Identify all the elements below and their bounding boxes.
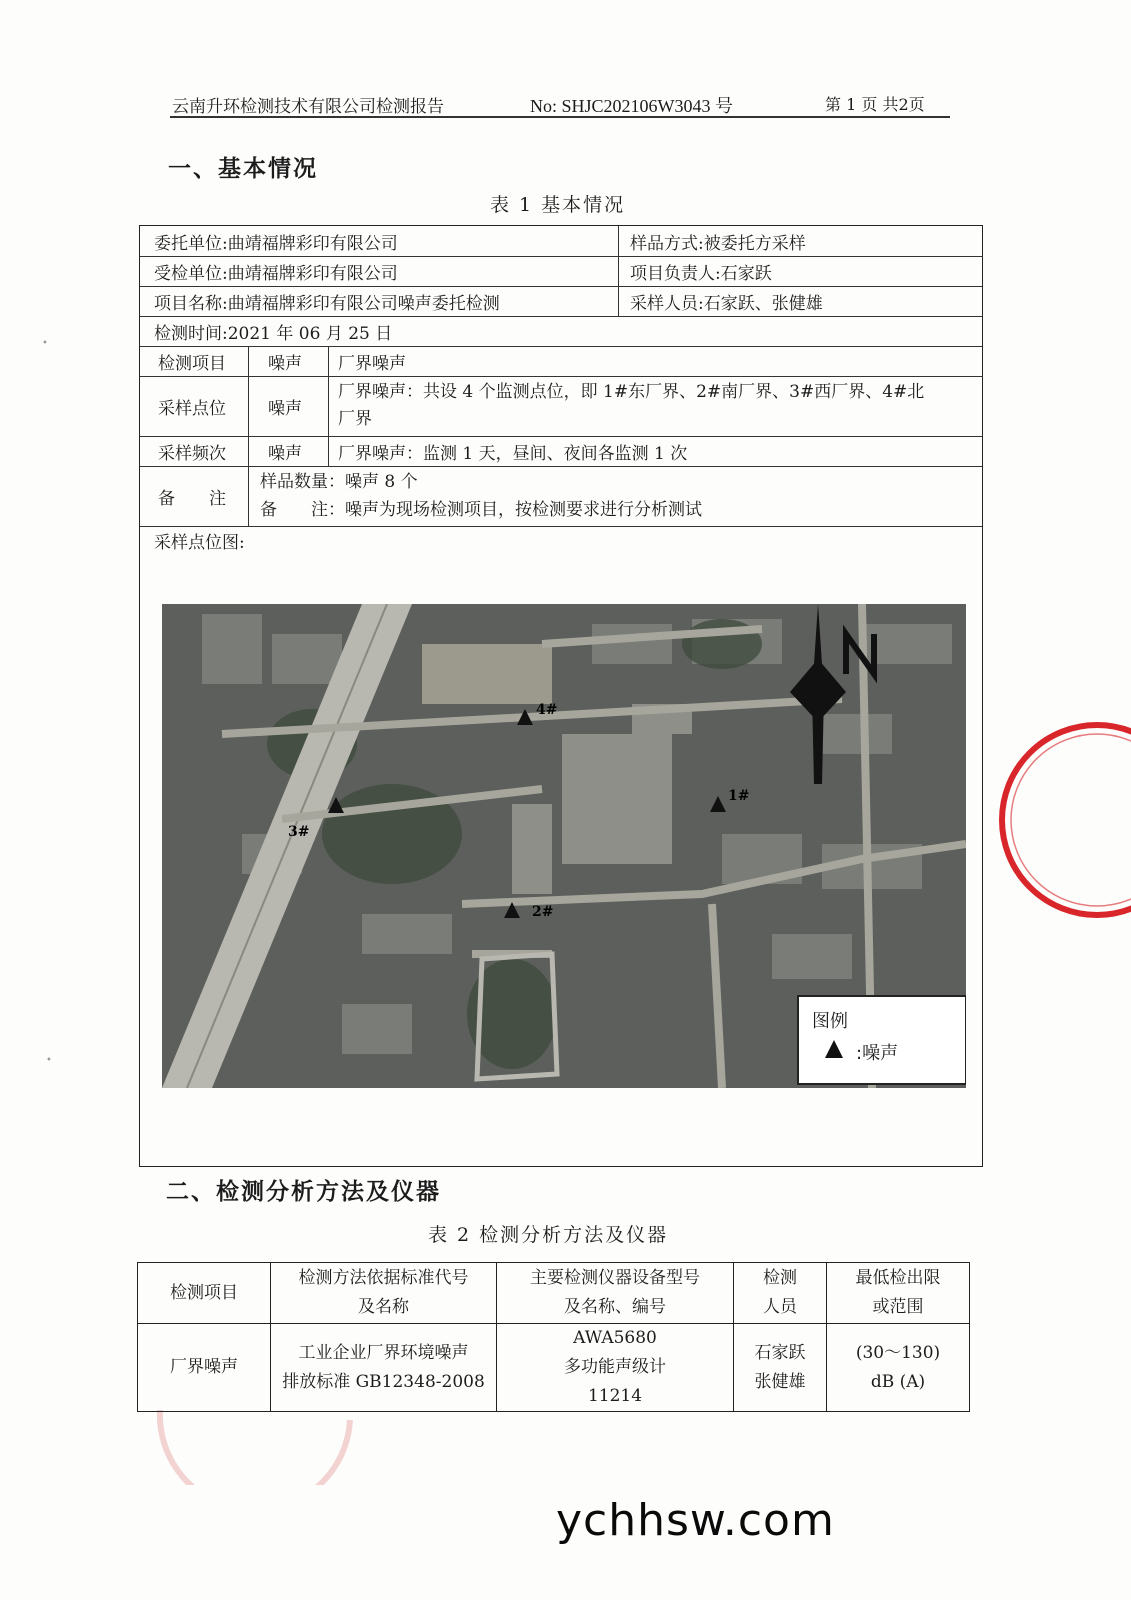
legend-noise-label: :噪声 xyxy=(856,1043,899,1064)
sampling-points-category: 噪声 xyxy=(268,398,302,419)
project-name-label: 项目名称: xyxy=(154,293,228,314)
sample-count: 样品数量：噪声 8 个 xyxy=(260,472,418,492)
test-item-value: 厂界噪声 xyxy=(338,353,406,374)
table-row xyxy=(140,286,982,317)
header-method-line-1: 检测方法依据标准代号 xyxy=(298,1268,469,1288)
point-1-label: 1# xyxy=(728,788,750,804)
row-method-line-1: 工业企业厂界环境噪声 xyxy=(298,1342,469,1363)
client-value: 曲靖福牌彩印有限公司 xyxy=(227,233,398,254)
row-instrument-name: 多功能声级计 xyxy=(564,1357,666,1377)
remark-note-value: 噪声为现场检测项目，按检测要求进行分析测试 xyxy=(345,500,702,520)
company-seal xyxy=(985,712,1131,927)
header-personnel-line-2: 人员 xyxy=(763,1297,797,1317)
row-instrument-model: AWA5680 xyxy=(573,1328,657,1348)
header-instrument-line-2: 及名称、编号 xyxy=(564,1297,666,1317)
sampling-frequency-label: 采样频次 xyxy=(158,443,226,464)
inspected-unit-label: 受检单位: xyxy=(154,263,228,284)
table-header-row xyxy=(138,1263,970,1324)
table-row xyxy=(140,376,982,437)
row-limit-unit: dB (A) xyxy=(870,1371,926,1392)
map-title: 采样点位图: xyxy=(154,533,245,553)
sampling-points-label: 采样点位 xyxy=(158,398,226,419)
basic-info-table xyxy=(139,225,983,1167)
point-3-label: 3# xyxy=(288,824,310,840)
project-leader-label: 项目负责人: xyxy=(630,263,721,284)
section-2-heading: 二、检测分析方法及仪器 xyxy=(166,1178,441,1205)
sampling-method-label: 样品方式: xyxy=(630,233,704,254)
row-instrument-id: 11214 xyxy=(587,1386,643,1406)
header-limit-line-1: 最低检出限 xyxy=(855,1268,941,1288)
test-item-category: 噪声 xyxy=(268,353,302,374)
header-limit-line-2: 或范围 xyxy=(872,1297,924,1317)
report-number: No: SHJC202106W3043 号 xyxy=(530,96,734,116)
row-method-line-2: 排放标准 GB12348-2008 xyxy=(282,1371,485,1392)
sampling-points-line-2: 厂界 xyxy=(338,409,372,429)
site-watermark: ychhsw.com xyxy=(556,1495,835,1546)
row-test-item: 厂界噪声 xyxy=(170,1357,238,1377)
sampling-point-map xyxy=(162,604,966,1088)
point-4-label: 4# xyxy=(536,702,558,718)
table-row xyxy=(140,226,982,257)
table-row xyxy=(140,466,982,527)
header-instrument-line-1: 主要检测仪器设备型号 xyxy=(530,1268,700,1288)
sampling-method-value: 被委托方采样 xyxy=(703,233,806,254)
row-limit-range: (30～130) xyxy=(855,1342,941,1363)
samplers-value: 石家跃、张健雄 xyxy=(703,293,823,314)
table-row xyxy=(140,316,982,347)
header-test-item: 检测项目 xyxy=(170,1282,238,1303)
table-row xyxy=(140,346,982,377)
report-header xyxy=(170,90,950,118)
sampling-points-line-1: 厂界噪声：共设 4 个监测点位，即 1#东厂界、2#南厂界、3#西厂界、4#北 xyxy=(338,382,925,402)
samplers-label: 采样人员: xyxy=(630,293,704,314)
legend-title: 图例 xyxy=(812,1011,848,1032)
remark-label: 备 注 xyxy=(158,488,226,509)
table-row xyxy=(140,436,982,467)
project-leader-value: 石家跃 xyxy=(720,263,772,284)
page-indicator: 第 1 页 共2页 xyxy=(825,95,925,114)
header-method-line-2: 及名称 xyxy=(358,1297,409,1317)
table-1-caption: 表 1 基本情况 xyxy=(490,194,626,216)
method-instrument-table xyxy=(137,1262,970,1412)
test-time-label: 检测时间: xyxy=(154,323,228,344)
point-2-label: 2# xyxy=(532,904,554,920)
row-personnel-1: 石家跃 xyxy=(754,1342,806,1363)
remark-note-label: 备 注： xyxy=(260,500,345,520)
test-time-value: 2021 年 06 月 25 日 xyxy=(227,323,393,344)
report-company-title: 云南升环检测技术有限公司检测报告 xyxy=(172,97,444,117)
project-name-value: 曲靖福牌彩印有限公司噪声委托检测 xyxy=(227,293,500,314)
row-personnel-2: 张健雄 xyxy=(754,1371,806,1392)
section-1-heading: 一、基本情况 xyxy=(168,155,318,182)
test-item-label: 检测项目 xyxy=(158,353,226,374)
inspected-unit-value: 曲靖福牌彩印有限公司 xyxy=(227,263,398,284)
table-row xyxy=(138,1324,970,1412)
client-label: 委托单位: xyxy=(154,233,228,254)
sampling-frequency-category: 噪声 xyxy=(268,443,302,464)
table-2-caption: 表 2 检测分析方法及仪器 xyxy=(428,1224,669,1246)
header-personnel-line-1: 检测 xyxy=(763,1268,797,1288)
table-row xyxy=(140,256,982,287)
sampling-frequency-value: 厂界噪声：监测 1 天，昼间、夜间各监测 1 次 xyxy=(338,443,688,464)
